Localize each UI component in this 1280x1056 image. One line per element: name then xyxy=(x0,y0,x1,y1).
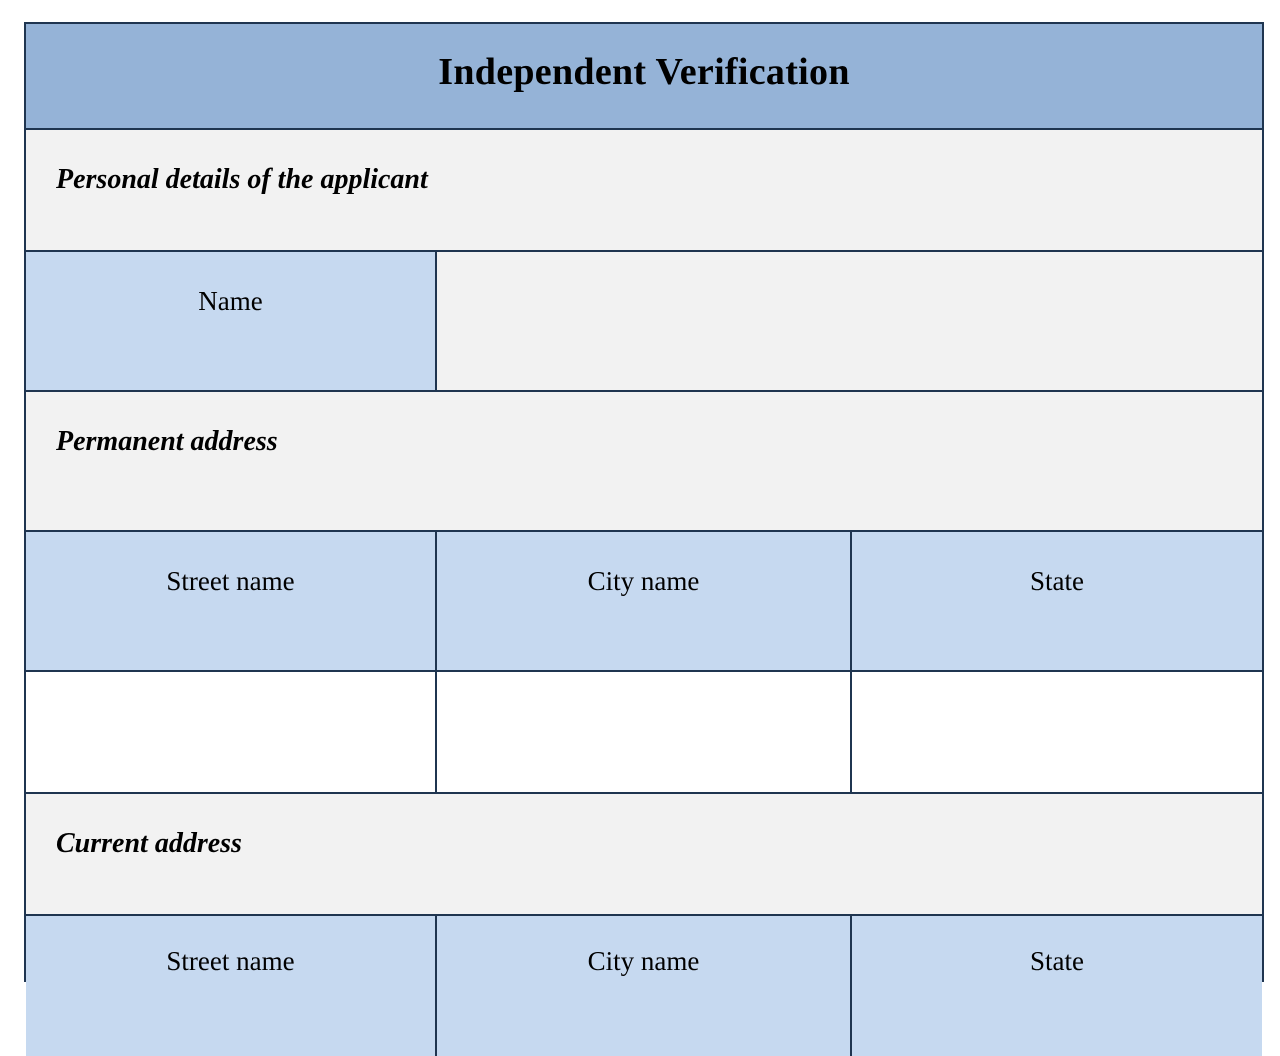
permanent-address-header-row xyxy=(26,532,1262,672)
name-label-cell xyxy=(26,252,437,390)
title-bar xyxy=(26,24,1262,130)
section-permanent-address xyxy=(26,392,1262,532)
header-cell xyxy=(852,532,1262,670)
section-personal-details xyxy=(26,130,1262,252)
name-input-cell[interactable] xyxy=(437,252,1262,390)
current-address-header-row xyxy=(26,916,1262,1056)
column-label-street: Street name xyxy=(166,566,295,596)
column-label-state: State xyxy=(1030,566,1084,596)
section-heading-permanent: Permanent address xyxy=(56,426,278,457)
section-heading-personal: Personal details of the applicant xyxy=(56,164,428,195)
column-label-state: State xyxy=(1030,946,1084,976)
header-cell xyxy=(852,916,1262,1056)
permanent-city-input[interactable] xyxy=(437,672,852,792)
name-label: Name xyxy=(198,286,263,316)
page-title: Independent Verification xyxy=(438,51,850,93)
name-row xyxy=(26,252,1262,392)
header-cell xyxy=(26,916,437,1056)
header-cell xyxy=(437,532,852,670)
section-current-address xyxy=(26,794,1262,916)
header-cell xyxy=(437,916,852,1056)
permanent-address-value-row xyxy=(26,672,1262,794)
column-label-street: Street name xyxy=(166,946,295,976)
column-label-city: City name xyxy=(587,946,700,976)
permanent-street-input[interactable] xyxy=(26,672,437,792)
section-heading-current: Current address xyxy=(56,828,242,859)
permanent-state-input[interactable] xyxy=(852,672,1262,792)
column-label-city: City name xyxy=(587,566,700,596)
verification-form xyxy=(24,22,1264,982)
header-cell xyxy=(26,532,437,670)
